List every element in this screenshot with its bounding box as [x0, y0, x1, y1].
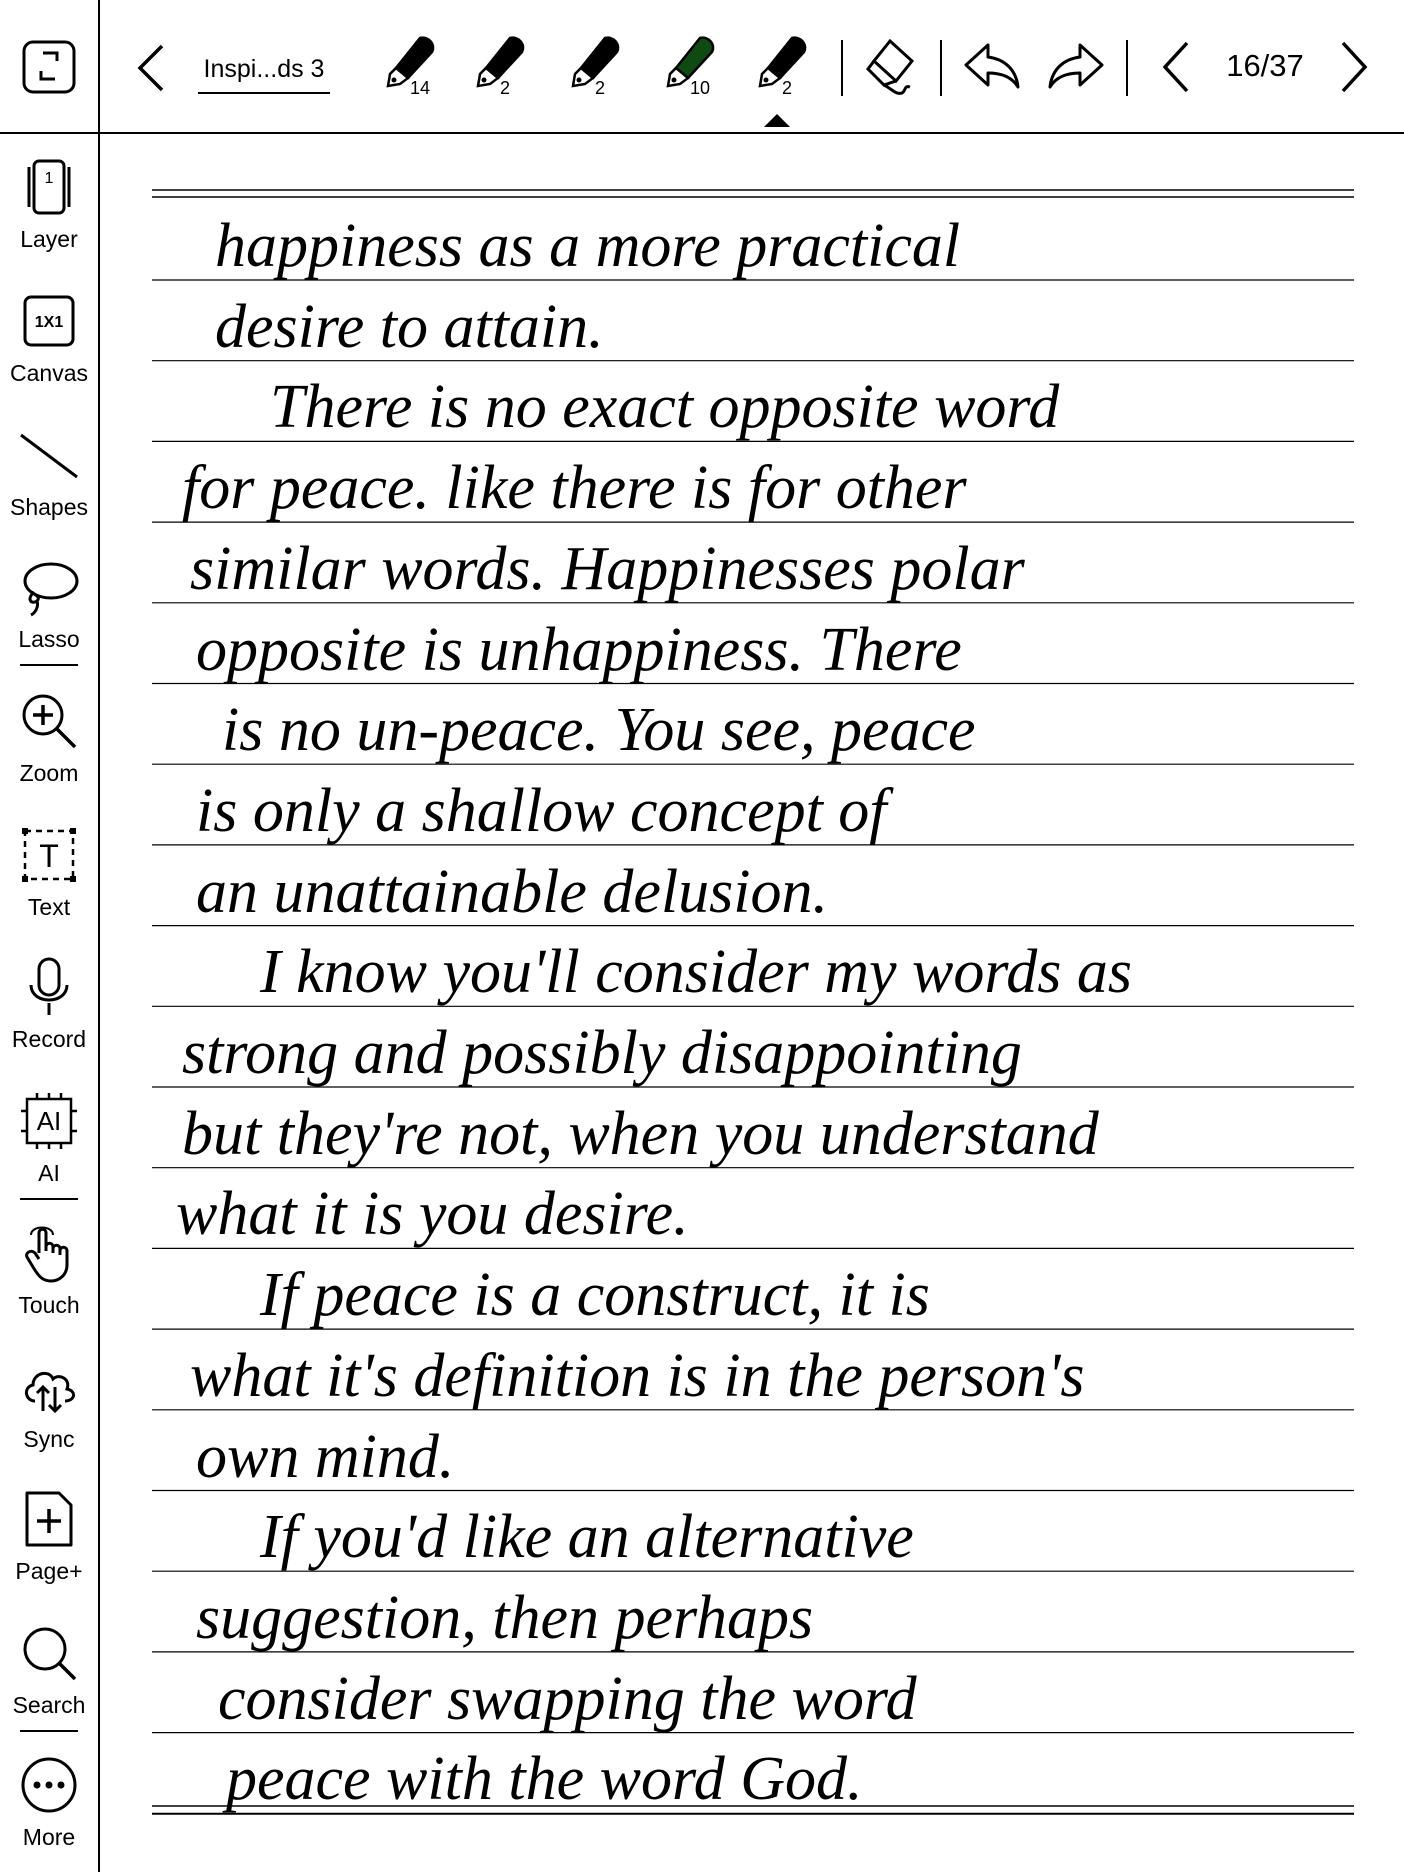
divider	[841, 40, 843, 96]
page-indicator[interactable]: 16/37	[1226, 48, 1304, 83]
sidebar-item-pageplus[interactable]	[0, 1484, 98, 1585]
cloud-sync-icon	[14, 1352, 84, 1422]
layer-icon	[14, 152, 84, 222]
sidebar-item-label: Touch	[18, 1292, 80, 1318]
chevron-left-icon	[1159, 39, 1193, 95]
pen-preset-2[interactable]	[470, 34, 540, 104]
svg-text:AI: AI	[36, 1106, 62, 1136]
handwritten-line: what it's definition is in the person's	[190, 1341, 1085, 1410]
add-page-icon	[14, 1484, 84, 1554]
shapes-icon	[14, 420, 84, 490]
sidebar-item-label: Page+	[15, 1558, 83, 1584]
svg-text:T: T	[39, 838, 59, 874]
collapse-toolbar-icon	[21, 39, 77, 95]
sidebar-item-label: Sync	[23, 1426, 75, 1452]
handwritten-line: suggestion, then perhaps	[196, 1583, 814, 1652]
sidebar-divider	[20, 1730, 78, 1732]
selected-pen-indicator	[764, 114, 790, 127]
sidebar-divider	[20, 1198, 78, 1200]
sidebar-item-lasso[interactable]	[0, 552, 98, 653]
sidebar-item-label: Lasso	[18, 626, 80, 652]
handwritten-line: but they're not, when you understand	[182, 1099, 1099, 1168]
sidebar-item-label: AI	[38, 1160, 60, 1186]
handwritten-line: desire to attain.	[215, 292, 604, 361]
pen-preset-4[interactable]	[660, 34, 730, 104]
pen-size-label: 14	[410, 78, 431, 98]
divider	[940, 40, 942, 96]
handwritten-line: is only a shallow concept of	[196, 776, 887, 845]
handwritten-line: There is no exact opposite word	[270, 373, 1060, 442]
sidebar-item-ai[interactable]	[0, 1086, 98, 1187]
pen-preset-5[interactable]	[752, 34, 822, 104]
sidebar-item-more[interactable]	[0, 1750, 98, 1851]
note-page-canvas[interactable]	[100, 134, 1404, 1872]
left-toolbar	[0, 134, 100, 1872]
pen-size-label: 10	[690, 78, 711, 98]
eraser-button[interactable]	[860, 34, 924, 100]
redo-button[interactable]	[1044, 38, 1108, 96]
handwritten-line: consider swapping the word	[218, 1664, 917, 1733]
sidebar-item-label: Search	[12, 1692, 86, 1718]
microphone-icon	[14, 952, 84, 1022]
sidebar-item-label: Zoom	[19, 760, 79, 786]
sidebar-item-zoom[interactable]	[0, 686, 98, 787]
handwritten-line: opposite is unhappiness. There	[196, 615, 962, 684]
notebook-title[interactable]: Inspi...ds 3	[198, 52, 330, 94]
divider	[1126, 40, 1128, 96]
handwritten-line: for peace. like there is for other	[182, 454, 967, 523]
sidebar-item-label: Layer	[20, 226, 78, 252]
ai-icon	[14, 1086, 84, 1156]
handwritten-line: happiness as a more practical	[215, 212, 961, 280]
lasso-icon	[14, 552, 84, 622]
sidebar-item-label: Canvas	[10, 360, 88, 386]
handwritten-line: an unattainable delusion.	[196, 857, 829, 926]
sidebar-item-label: Text	[27, 894, 71, 920]
sidebar-item-label: More	[22, 1824, 76, 1850]
sidebar-item-record[interactable]	[0, 952, 98, 1053]
sidebar-item-label: Shapes	[9, 494, 88, 520]
search-icon	[14, 1618, 84, 1688]
sidebar-item-shapes[interactable]	[0, 420, 98, 521]
handwritten-line: If peace is a construct, it is	[260, 1261, 930, 1330]
handwritten-line: If you'd like an alternative	[260, 1503, 914, 1572]
handwritten-line: I know you'll consider my words as	[260, 938, 1132, 1007]
undo-button[interactable]	[960, 38, 1024, 96]
pen-preset-3[interactable]	[565, 34, 635, 104]
more-icon	[14, 1750, 84, 1820]
sidebar-item-layer[interactable]	[0, 152, 98, 253]
collapse-toolbar-button[interactable]	[0, 0, 100, 134]
sidebar-divider	[20, 664, 78, 666]
pen-preset-1[interactable]	[380, 34, 450, 104]
handwritten-line: what it is you desire.	[176, 1180, 689, 1249]
back-button[interactable]	[126, 40, 176, 96]
previous-page-button[interactable]	[1154, 38, 1198, 96]
handwritten-line: strong and possibly disappointing	[182, 1019, 1022, 1087]
sidebar-item-canvas[interactable]	[0, 286, 98, 387]
eraser-icon	[862, 35, 922, 99]
handwritten-line: peace with the word God.	[226, 1745, 863, 1814]
svg-text:1X1: 1X1	[34, 314, 64, 331]
svg-text:1: 1	[44, 170, 54, 187]
pen-size-label: 2	[500, 78, 511, 98]
handwritten-line: is no un-peace. You see, peace	[222, 696, 976, 765]
touch-icon	[14, 1218, 84, 1288]
pen-size-label: 2	[782, 78, 793, 98]
sidebar-item-search[interactable]	[0, 1618, 98, 1719]
next-page-button[interactable]	[1332, 38, 1376, 96]
redo-icon	[1046, 41, 1106, 93]
zoom-icon	[14, 686, 84, 756]
pen-size-label: 2	[595, 78, 606, 98]
chevron-right-icon	[1337, 39, 1371, 95]
sidebar-item-label: Record	[11, 1026, 87, 1052]
undo-icon	[962, 41, 1022, 93]
sidebar-item-text[interactable]	[0, 820, 98, 921]
sidebar-item-touch[interactable]	[0, 1218, 98, 1319]
chevron-left-icon	[134, 42, 168, 94]
top-toolbar	[0, 0, 1404, 134]
handwritten-line: similar words. Happinesses polar	[190, 534, 1025, 603]
handwritten-line: own mind.	[196, 1422, 455, 1491]
sidebar-item-sync[interactable]	[0, 1352, 98, 1453]
canvas-icon	[14, 286, 84, 356]
text-icon	[14, 820, 84, 890]
